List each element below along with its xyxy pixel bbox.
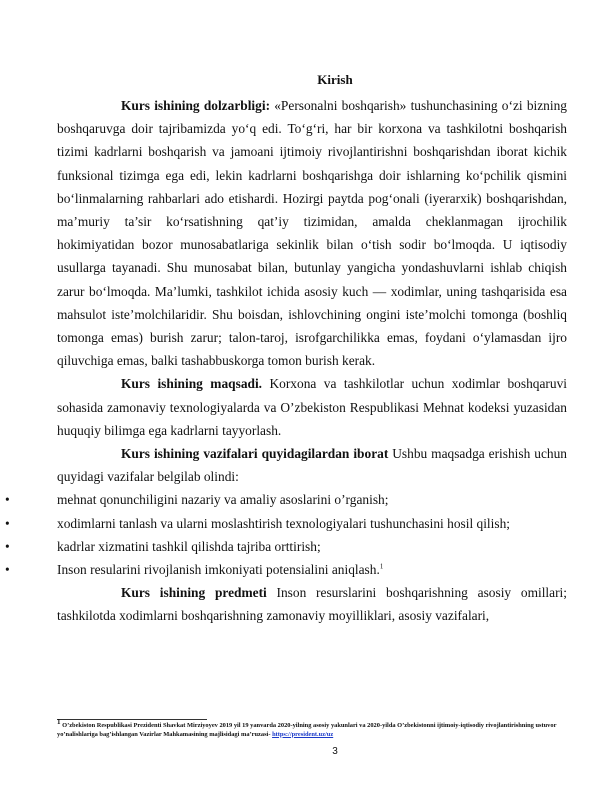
subject-text: Inson resurslarini boshqarishning asosiy omillari; tashkilotda xodimlarni boshqarishning zamonaviy moyilliklari, asosiy vazifalari, [57,585,567,624]
paragraph-subject [57,581,567,627]
tasks-list [57,488,567,581]
list-item-text: Inson resularini rivojlanish imkoniyati potensialini aniqlash. [57,562,380,578]
footnote-ref[interactable]: 1 [379,562,384,571]
footnote-link[interactable]: https://president.uz/uz [272,730,334,738]
list-item: • kadrlar xizmatini tashkil qilishda tajriba orttirish; [57,535,567,558]
tasks-text: Ushbu maqsadga erishish uchun quyidagi vazifalar belgilab olindi: [57,446,567,485]
paragraph-goal [57,372,567,442]
footnote-number: 1 [57,718,61,726]
list-item: • mehnat qonunchiligini nazariy va amaliy asoslarini o’rganish; [57,488,567,511]
page-title: Kirish [317,72,353,87]
relevance-heading: Kurs ishining dolzarbligi: [121,98,271,113]
list-item [57,558,567,581]
footnote-text: O’zbekiston Respublikasi Prezidenti Shavkat Mirziyoyev 2019 yil 19 yanvarda 2020-yilning asosiy yakunlari va 2020-yilda O’zbekistonni ijtimoiy-iqtisodiy rivojlantirishning ustuvor yo’nalishlariga bag’ishlangan Vazirlar Mahkamasining majlisidagi ma’ruzasi- [57,722,557,738]
body-text [57,94,567,628]
subject-heading: Kurs ishining predmeti [121,585,267,601]
paragraph-tasks [57,442,567,488]
tasks-heading: Kurs ishining vazifalari quyidagilardan iborat [121,446,389,462]
paragraph-relevance [57,94,567,372]
relevance-text: «Personalni boshqarish» tushunchasining o‘zi bizning boshqaruvga doir tajribamizda yo‘q edi. To‘g‘ri, har bir korxona va tashkilotni boshqarish tizimi kadrlarni boshqarish va jamoani ijtimoiy rivojlantirishni boshqarishdan iborat kichik funksional tizimga ega edi, lekin kadrlarni boshqarishga doir ishlarning ko‘pchilik qismini bo‘linmalarning rahbarlari ado etishardi. Hozirgi paytda pog‘onali (iyerarxik) boshqarishdan, ma’muriy ta’sir ko‘rsatishning qat’iy tizimidan, amalda cheklanmagan ijrochilik hokimiyatidan bozor munosabatlariga sekinlik bilan o‘tish sodir bo‘lmoqda. U iqtisodiy usullarga tayanadi. Shu munosabat bilan, butunlay yangicha yondashuvlarni ishlab chiqish zarur bo‘lmoqda. Ma’lumki, tashkilot ichida asosiy kuch — xodimlar, uning tashqarisida esa mahsulot iste’molchilaridir. Shu boisdan, ishlovchining ongini iste’molchi tomonga (boshliq tomonga emas) burish zarur; talon-taroj, isrofgarchilikka emas, foydani o‘ylamasdan ijro qiluvchiga emas, balki tashabbuskorga tomon burish kerak. [57,98,567,369]
page-number: 3 [332,746,338,757]
footnote-divider [57,719,207,720]
footnote [57,718,569,739]
list-item: • xodimlarni tanlash va ularni moslashtirish texnologiyalari tushunchasini hosil qilish; [57,512,567,535]
goal-text: Korxona va tashkilotlar uchun xodimlar boshqaruvi sohasida zamonaviy texnologiyalarda va O’zbekiston Respublikasi Mehnat kodeksi yuzasidan huquqiy bilimga ega kadrlarni tayyorlash. [57,376,567,438]
goal-heading: Kurs ishining maqsadi. [121,376,263,392]
